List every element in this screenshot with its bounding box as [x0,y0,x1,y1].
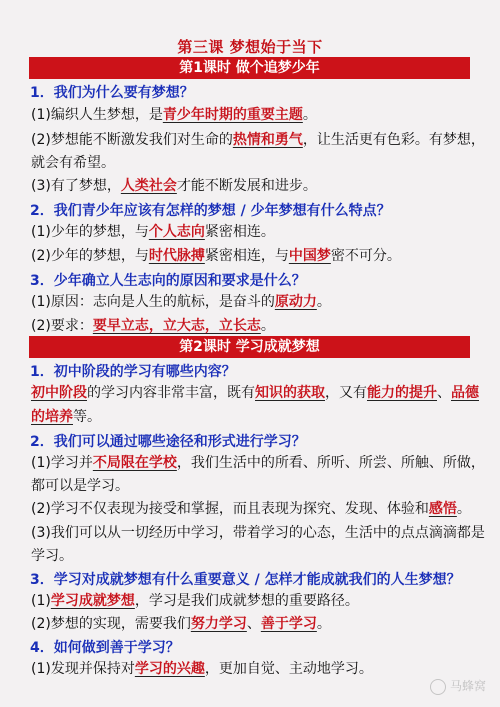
l2-q3-point-1: (1)学习成就梦想，学习是我们成就梦想的重要路径。 [31,593,359,609]
l2-q2-point-3: (3)我们可以从一切经历中学习，带着学习的心态，生活中的点点滴滴都是 [31,525,485,541]
l1-question-1: 1．我们为什么要有梦想？ [30,85,194,101]
l2-question-4: 4．如何做到善于学习？ [30,640,180,656]
l2-q1-text-cont: 的培养等。 [31,409,101,425]
l2-q3-point-2: (2)梦想的实现，需要我们努力学习、善于学习。 [31,616,331,632]
l2-q2-point-1-cont: 都可以是学习。 [31,478,129,494]
l2-question-3: 3．学习对成就梦想有什么重要意义 / 怎样才能成就我们的人生梦想？ [30,572,461,588]
l2-q4-point-1: (1)发现并保持对学习的兴趣，更加自觉、主动地学习。 [31,661,373,677]
l1-q2-point-2: (2)少年的梦想，与时代脉搏紧密相连，与中国梦密不可分。 [31,248,401,264]
l1-q3-point-1: (1)原因：志向是人生的航标，是奋斗的原动力。 [31,294,331,310]
watermark-text: 马蜂窝 [449,679,486,693]
watermark-logo-icon [430,679,446,695]
watermark [422,675,486,697]
l1-q1-point-1: (1)编织人生梦想，是青少年时期的重要主题。 [31,107,317,123]
lesson2-banner: 第2课时 学习成就梦想 [29,336,470,358]
page-title: 第三课 梦想始于当下 [177,38,323,56]
l1-q1-point-2: (2)梦想能不断激发我们对生命的热情和勇气，让生活更有色彩。有梦想， [31,132,485,148]
l2-question-2: 2．我们可以通过哪些途径和形式进行学习？ [30,434,306,450]
l1-question-2: 2．我们青少年应该有怎样的梦想 / 少年梦想有什么特点？ [30,203,391,219]
l1-q3-point-2: (2)要求：要早立志，立大志，立长志。 [31,318,275,334]
l1-q2-point-1: (1)少年的梦想，与个人志向紧密相连。 [31,224,275,240]
l2-q2-point-1: (1)学习并不局限在学校，我们生活中的所看、所听、所尝、所触、所做， [31,455,485,471]
l1-q1-point-3: (3)有了梦想，人类社会才能不断发展和进步。 [31,178,317,194]
lesson1-banner: 第1课时 做个追梦少年 [29,57,470,79]
l1-q1-point-2-cont: 就会有希望。 [31,155,115,171]
l2-q1-text: 初中阶段的学习内容非常丰富，既有知识的获取，又有能力的提升、品德 [31,385,479,401]
l2-q2-point-3-cont: 学习。 [31,548,73,564]
l2-q2-point-2: (2)学习不仅表现为接受和掌握，而且表现为探究、发现、体验和感悟。 [31,501,471,517]
l1-question-3: 3．少年确立人生志向的原因和要求是什么？ [30,273,306,289]
l2-question-1: 1．初中阶段的学习有哪些内容？ [30,364,236,380]
